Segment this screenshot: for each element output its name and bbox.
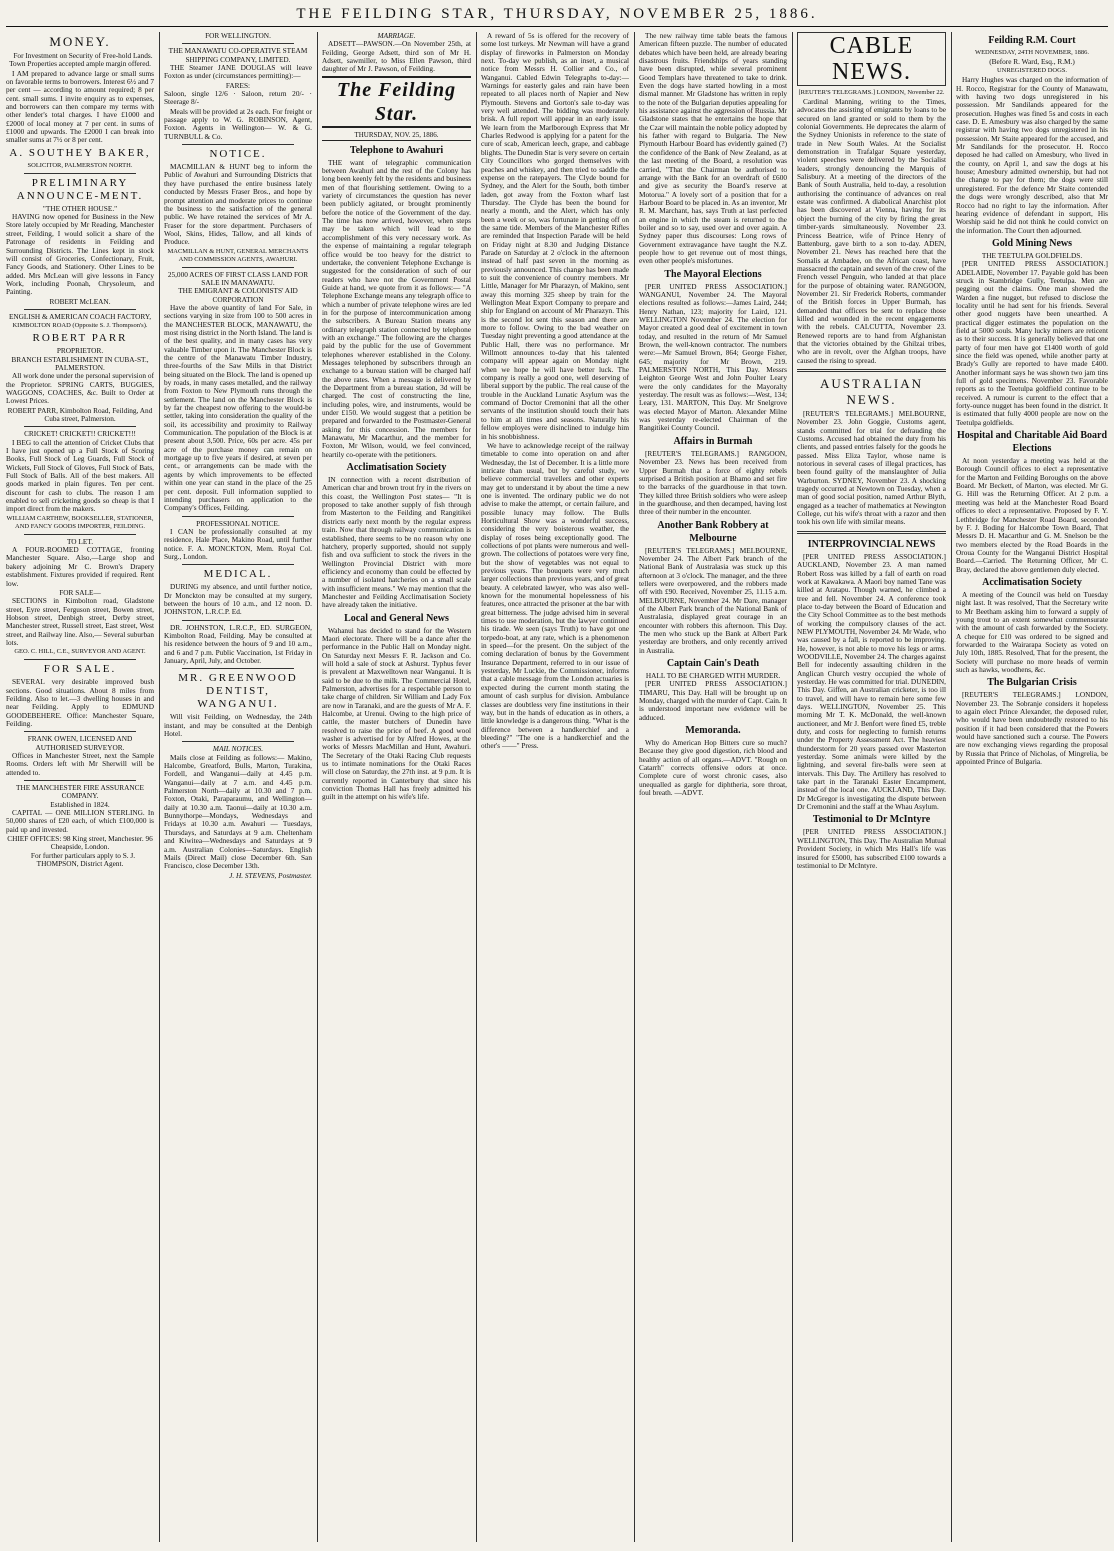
marriage-title: MARRIAGE. — [377, 32, 416, 40]
tolet-text: A FOUR-ROOMED COTTAGE, fronting Manchester Square. Also,—Large shop and bakery adjoining Mr C. Brown's Drapery establishment. Fixtures provided if required. Rent low. — [6, 545, 154, 588]
fire-offices: CHIEF OFFICES: 98 King street, Manchester. 96 Cheapside, London. — [7, 834, 153, 852]
macmillan-signature: MACMILLAN & HUNT, GENERAL MERCHANTS AND COMMISSION AGENTS, AWAHURI. — [167, 247, 309, 263]
nameplate: The Feilding Star. — [322, 76, 471, 128]
interprovincial-title: INTERPROVINCIAL NEWS — [807, 538, 936, 550]
cricket-title: CRICKET! CRICKET!! CRICKET!!! — [24, 429, 136, 439]
prelim-title: PRELIMINARY ANNOUNCE-MENT. — [16, 176, 144, 202]
cable-news-title: CABLE NEWS. — [797, 32, 946, 86]
column-7 — [956, 32, 1108, 1542]
local-news-title: Local and General News — [344, 612, 449, 624]
memoranda-text: Why do American Hop Bitters cure so much? Because they give good digestion, rich blood and healthy action of all organs.—ADVT. "Rough on Catarrh" corrects offensive odors at once. Complete cure of worst chronic cases, also unequalled as gargle for diphtheria, sore throat, foul breath. —ADVT. — [639, 738, 787, 798]
bulgarian-text: [REUTER'S TELEGRAMS.] LONDON, November 23. The Sobranje considers it hopeless to again elect Prince Alexander, the deposed ruler, who would have been undoubtedly restored to his position if it had been considered that the Powers would have sanctioned such a course. The Powers are now exchanging views regarding the proposal by Russia that Prince of Nicholas, of Mingrelia, be appointed Prince of Bulgaria. — [956, 690, 1108, 767]
burmah-title: Affairs in Burmah — [673, 435, 753, 447]
meals-text: Meals will be provided at 2s each. For freight or passage apply to W. G. ROBINSON, Agent, Foxton. Agents in Wellington— W. & G. TURNBULL & Co. — [164, 106, 312, 141]
coach-address: KIMBOLTON ROAD (Opposite S. J. Thompson's). — [12, 322, 148, 330]
mayoral-title: The Mayoral Elections — [664, 268, 762, 280]
fire-text: CAPITAL — ONE MILLION STERLING. In 50,000 shares of £20 each, of which £100,000 is paid up and invested. — [6, 808, 154, 834]
cain-title: Captain Cain's Death — [666, 658, 760, 670]
johnston-text: DR. JOHNSTON, L.R.C.P., ED. SURGEON, Kimbolton Road, Feilding. May be consulted at his residence between the hours of 9 and 10 a.m., and 6 and 7 p.m. Public Vaccination, 1st Friday in January, April, July, and October. — [164, 622, 312, 665]
forsale2-text: SEVERAL very desirable improved bush sections. Good situations. About 8 miles from Feilding. Also to let.—3 dwelling houses in and near Feilding. Apply to EDMUND GOODEBEHERE. Office: Manchester Square, Feilding. — [6, 677, 154, 728]
prof-notice-title: PROFESSIONAL NOTICE. — [196, 518, 280, 528]
fares-list: Saloon, single 12/6 · Saloon, return 20/- · Steerage 8/- — [164, 89, 312, 107]
owen-text: Offices in Manchester Street, next the Sample Rooms. Orders left with Mr Sherwill will be attended to. — [6, 751, 154, 777]
burmah-text: [REUTER'S TELEGRAMS.] RANGOON, November 23. News has been received from Upper Burmah that a force of eighty rebels surprised a British position at Bhamo and set fire to the barracks of the guardhouse in that town. They killed three British soldiers who were asleep in the guardhouse, and then decamped, having lost three of their number in the encounter. — [639, 448, 787, 517]
cable-source: [REUTER'S TELEGRAMS.] LONDON, November 22. — [798, 89, 945, 96]
hospital-title: Hospital and Charitable Aid Board Elections — [956, 430, 1108, 455]
mail-text: Mails close at Feilding as follows:— Makino, Halcombe, Greatford, Bulls, Marton, Turakina, Fordell, and Wanganui—daily at 4.45 p.m. Wanganui—daily at 7 a.m. and 4.45 p.m. Palmerston North—daily at 10.30 and 7 p.m. Foxton, Otaki, Paraparaumu, and Wellington—daily at 10.30 a.m. Taonui—daily at 10.30 a.m. Bunnythorpe—Mondays, Wednesdays and Fridays at 10.30 a.m. Awahuri — Tuesdays, Thursdays, and Saturdays at 9 a.m. Cheltenham and Kiwitea—Wednesdays and Saturdays at 9 a.m. Australian Colonies—Saturdays. English Mails (Direct Mail) close December 6th. San Francisco, close December 13th. — [164, 752, 312, 871]
fire-established: Established in 1824. — [50, 799, 110, 809]
baker-title: SOLICITOR, PALMERSTON NORTH. — [27, 161, 133, 169]
column-rule — [476, 32, 477, 1542]
forsale1-title: FOR SALE— — [59, 587, 101, 597]
telephone-title: Telephone to Awahuri — [349, 144, 444, 156]
loan-text: I AM prepared to advance large or small sums on favorable terms to borrowers. Interest 6½ and 7 per cent — according to amount required; 8 per cent. small sums. I invite enquiry as to expenses, and borrowers can then compare my terms with other lender's total charges. I have £1000 and £2000 of local money at 7 per cent. in sums of £1000 and upwards. The £2000 I can break into smaller sums at 7½ or 8 per cent. — [6, 68, 154, 145]
acclimatisation-text: IN connection with a recent distribution of American char and brown trout fry in the rivers on this coast, the Wellington Post states— "It is proposed to take another supply of fish through from Masterton to the Feilding and Rangitikei districts early next month by the regular express train. Now that through railway communication is established, there seems to be no reason why one hatchery, properly supported, should not supply fish and ova sufficient to stock the rivers in the Wellington Provincial District with more efficiency and economy than could be effected by a number of isolated hatcheries on a small scale with insufficient means." We may mention that the Manchester and Feilding Acclimatisation Society have already taken the initiative. — [322, 475, 471, 610]
australian-news-text: [REUTER'S TELEGRAMS.] MELBOURNE, November 23. John Goggie, Customs agent, stands committed for trial for defrauding the Customs. Accused had obtained the duty from his clients, and passed entries falsely for the goods he passed. Miss Eliza Taylor, whose name is notorious in several cases of illegal practices, has been found guilty of the manslaughter of Julia Warburton. SYDNEY, November 23. A shocking tragedy occurred at Newtown on Tuesday, when a man of good social position, named Arthur Blyth, engaged as a teacher of mathematics at Newington College, cut his wife's throat with a razor and then took his own life with similar means. — [797, 409, 946, 527]
masthead: THE FEILDING STAR, THURSDAY, NOVEMBER 25, 1886. — [296, 6, 818, 22]
court-date: WEDNESDAY, 24TH NOVEMBER, 1886. — [974, 49, 1090, 56]
other-house: "THE OTHER HOUSE." — [42, 203, 118, 213]
forsale2-title: FOR SALE. — [43, 663, 117, 676]
column-rule — [951, 32, 952, 1542]
greenwood-text: Will visit Feilding, on Wednesday, the 24th instant, and may be consulted at the Denbigh Hotel. — [164, 712, 312, 739]
notice-title: NOTICE. — [209, 148, 267, 161]
news-text-1: A reward of 5s is offered for the recovery of some lost turkeys. Mr Newman will have a grand display of fireworks in Palmerston on Monday next. To-day we publish, as an inset, a musical notice from Messrs H. Collier and Co., of Wanganui. Cabled Edwin Telegraphs to-day:— Warnings for easterly gales and rain have been repeated to all places north of Napier and New Plymouth. Stevens and Gorton's sale to-day was very well attended. The bidding was moderately brisk. A full report will appear in an early issue. We learn from the Marlborough Express that Mr Charles Redwood is applying for a patent for the cure of scab, American leech, grape, and cabbage blights. The Dunedin Star is very severe on certain City Councillors who gorged themselves with peaches and whiskey, and then tried to saddle the expense on the ratepayers. The Clyde bound for Sydney, and the Alert for the South, both timber laden, got away from the Foxton wharf last Thursday. The Clyde has been the bound for nearly a month, and the Alert, which has only been a week or so, was fortunate in getting off on the same tide. Members of the Manchester Rifles are reminded that Inspection Parade will be held on Friday night at 8.30 and Judging Distance Parade on Saturday at 2 o'clock in the afternoon instead of half past seven in the morning as previously announced. This change has been made to suit the convenience of country members. Mr Little, Manager for Mr Pharazyn, of Makino, sent away this morning 325 sheep by train for the Wellington Meat Export Company to prepare and ship for England on account of Mr Pharazyn. This is the second lot sent this season and there are more to follow. Owing to the bad weather on Tuesday night preventing a good attendance at the Public Hall, there was no performance. Mr Willmott announces to-day that his talented company will appear again on Monday night when we hope he will have better luck. The company is really a good one, well deserving of liberal support by the public. The real cause of the trouble in the Auckland Lunatic Asylum was the command of Doctor Cremonini that all the other servants of the institution should touch their hats to him at all times and seasons. Naturally his fellow employes were disinclined to indulge him in his snobbishness. — [481, 32, 629, 441]
money-title: MONEY. — [49, 34, 111, 49]
wellington-title: FOR WELLINGTON. — [205, 32, 271, 40]
emigrant-title: THE EMIGRANT & COLONISTS' AID CORPORATION — [178, 286, 298, 304]
emigrant-text: Have the above quantity of land For Sale, in sections varying in size from 100 to 500 acres in the MANCHESTER BLOCK, MANAWATU, the most rising district in the North Island. The land is of the best quality, and in many cases has very valuable Timber upon it. The Manchester Block is the centre of the Manawatu Timber Industry, three-fourths of the Saw Mills in that District being situated on the Block. The land is opened up by roads, in many cases metalled, and the railway from Foxton to New Plymouth runs through the settlement. The land on the Manchester Block is by far the cheapest now offering to the would-be settler, taking into consideration the quality of the soil, its accessibility and proximity to Railway Communication. The population of the Block is at present about 3,500. Price, 60s per acre. 45s per acre of the purchase money can remain on mortgage up to five years if desired, at seven per cent., or arrangements can be made with the agents by which improvements to be effected within one year can stand in the place of the 25 per cent. deposit. Full information supplied to intending purchasers on application to the Company's Offices, Feilding. — [164, 302, 312, 513]
cricket-text: I BEG to call the attention of Cricket Clubs that I have just opened up a Full Stock of Scoring Books, Full Stock of Leg Guards, Full Stock of Wickets, Full Stock of Gloves, Full Stock of Bats, Full Stock of Balls. All of the best makers. All goods marked in plain figures. Ten per cent. discount for cash to clubs. The reason I am enabled to sell cricketing goods so cheap is that I import direct from the makers. — [6, 437, 154, 514]
carthew-signature: WILLIAM CARTHEW, BOOKSELLER, STATIONER, AND FANCY GOODS IMPORTER, FEILDING. — [6, 514, 154, 530]
australian-news-title: AUSTRALIAN NEWS. — [819, 376, 924, 407]
manawatu-title: THE MANAWATU CO-OPERATIVE STEAM SHIPPING COMPANY, LIMITED. — [168, 46, 308, 64]
interprovincial-text: [PER UNITED PRESS ASSOCIATION.] AUCKLAND, November 23. A man named Robert Ross was killed by a fall of earth on road work at Kawakawa. A Maori boy named Tane was killed at Aratapu. Though warned, he climbed a tree and fell. November 24. A conference took place to-day between the Board of Education and the City School Committee as to the best methods of working the compulsory clauses of the act. NEW PLYMOUTH, November 24. Mr Wade, who was caused by a fall, is reported to be improving. He, however, is not able to move his legs or arms. WOODVILLE, November 24. The charges against Bell for indecently assaulting children in the Anglican Church vestry occupied the whole of yesterday. He was committed for trial. DUNEDIN, This Day. Giffen, an Australian cricketer, is too ill to travel, and will have to remain here some few days. WELLINGTON, November 25. This morning Mr T. K. McDonald, the well-known auctioneer, and Mr J. Benfort were fined £5, treble duty, and costs for neglecting to furnish returns under the Property Assessment Act. The heaviest thunderstorm for 20 years passed over Masterton yesterday. Some animals were killed by the lightning, and several fire-balls were seen at intervals. This Day. The Artillery has resolved to take part in the Taranaki Easter Encampment, instead of the local one. AUCKLAND, This Day. Dr McGregor is investigating the dispute between Dr Cremonini and the staff at the Whau Asylum. — [797, 551, 946, 812]
parr-text: All work done under the personal supervision of the Proprietor. SPRING CARTS, BUGGIES, WAGGONS, COACHES, &c. Built to Order at Lowest Prices. — [6, 371, 154, 406]
column-6 — [797, 32, 946, 1542]
column-3 — [322, 32, 471, 1542]
acclimatisation-2-text: A meeting of the Council was held on Tuesday night last. It was resolved, That the Secretary write to Mr Beetham asking him to forward a supply of young trout to an extent somewhat commensurate with the amount of cash forwarded by the Society. A cheque for £10 was ordered to be signed and forwarded to the Wairarapa Society as voted on July 10th, 1885. Resolved, That for the present, the Society will purchase no more heads of vermin such as hawks, woodhens, &c. — [956, 589, 1108, 674]
monckton-text: I CAN be professionally consulted at my residence, Hale Place, Makino Road, until further notice. F. A. MONCKTON, Mem. Royal Col. Surg., London. — [164, 526, 312, 561]
testimonial-text: [PER UNITED PRESS ASSOCIATION.] WELLINGTON, This Day. The Australian Mutual Provident Society, in which Mrs Hall's life was insured for £5000, has subscribed £100 towards a testimonial to Dr McIntyre. — [797, 827, 946, 870]
other-house-text: HAVING now opened for Business in the New Store lately occupied by Mr Reading, Manchester street, Feilding, I would solicit a share of the Patronage of residents in Feilding and Surrounding Districts. The Lines kept in stock will consist of Groceries, Confectionary, Fruit, Fancy Goods, and Stationery. Other Lines to be added. Mrs McLean will give lessons in Fancy Work, including Poonah, Chrysoleum, and Painting. — [6, 212, 154, 297]
bulgarian-title: The Bulgarian Crisis — [987, 677, 1077, 689]
stevens-signature: J. H. STEVENS, Postmaster. — [229, 870, 312, 880]
telephone-text: THE want of telegraphic communication between Awahuri and the rest of the Colony has long been keenly felt by the residents and business men of that flourishing settlement. Owing to a variety of circumstances the question has never been publicly agitated, or brought prominently before the notice of the Government of the day. The time has now arrived, however, when steps may be taken which will lead to the accomplishment of this very necessary work. As the expense of maintaining a regular telegraph office would be too heavy for the district to undertake, the convenient Telephone Exchange is suggested for the consideration of such of our readers who have not the Government Postal Guide at hand, we quote from it as follows:— "A Telephone Exchange means any telegraph office to which a number of private telephone wires are led in for the purpose of intercommunication among the subscribers. A Bureau Station means any ordinary telegraph station connected by telephone with an exchange." The following are the charges paid by the public for the use of Government telephones wherever established in the Colony. Messages telephoned by subscribers through an exchange to a bureau station will be charged half the above rates. When a message is delivered by the Department from a bureau station, 3d will be charged. The cost of constructing the line, including poles, wire, and instruments, would be under £150. We would suggest that a petition be prepared and forwarded to the Postmaster-General asking for this concession. The members for Manawatu, Mr Macarthur, and the member for Foxton, Mr Wilson, would, we feel convinced, heartily co-operate with the petitioners. — [322, 157, 471, 459]
marriage-text: ADSETT—PAWSON.—On November 25th, at Feilding, George Adsett, third son of Mr H. Adsett, sawmiller, to Miss Ellen Pawson, third daughter of Mr J. Pawson, of Feilding. — [322, 39, 471, 74]
hill-signature: GEO. C. HILL, C.E., SURVEYOR AND AGENT. — [14, 648, 146, 656]
court-title: Feilding R.M. Court — [988, 35, 1076, 46]
column-5 — [639, 32, 787, 1542]
masthead-rule — [6, 26, 1108, 27]
fire-agent: For further particulars apply to S. J. THOMPSON, District Agent. — [30, 850, 136, 869]
notice-text: MACMILLAN & HUNT beg to inform the Public of Awahuri and Surrounding Districts that they have purchased the entire business lately conducted by Messrs Fraser Bros., and hope by prompt attention and moderate prices to continue the business to the satisfaction of the general public. We have retained the services of Mr A. Fraser for the store department. Purchasers of Wool, Skins, Hides, Tallow, and all kinds of Produce. — [164, 162, 312, 247]
coach-title: ENGLISH & AMERICAN COACH FACTORY, — [8, 311, 152, 321]
money-text: For Investment on Security of Free-hold Lands. Town Properties accepted ample margin offered. — [9, 51, 153, 69]
court-before: (Before R. Ward, Esq., R.M.) — [989, 57, 1075, 66]
parr-branch: BRANCH ESTABLISHMENT IN CUBA-ST., PALMERSTON. — [11, 354, 149, 372]
medical-text: DURING my absence, and until further notice, Dr Monckton may be consulted at my surgery, between the hours of 10 a.m., and 12 noon. D. JOHNSTON, L.R.C.P. Ed. — [164, 582, 312, 617]
cain-text: [PER UNITED PRESS ASSOCIATION.] TIMARU, This Day. Hall will be brought up on Monday, charged with the murder of Capt. Cain. It is understood important new evidence will be adduced. — [639, 679, 787, 722]
column-4 — [481, 32, 629, 1542]
parr-signature: ROBERT PARR, Kimbolton Road, Feilding, And Cuba street, Palmerston. — [7, 405, 153, 423]
acclimatisation-2-title: Acclimatisation Society — [982, 576, 1082, 588]
column-1 — [6, 32, 154, 1542]
column-rule — [317, 32, 318, 1542]
column-rule — [792, 32, 793, 1542]
medical-title: MEDICAL. — [203, 568, 273, 581]
mayoral-text: [PER UNITED PRESS ASSOCIATION.] WANGANUI, November 24. The Mayoral elections resulted as follows:—James Laird, 244; Henry Nathan, 123; majority for Laird, 121. WELLINGTON November 24. The election for Mayor created a good deal of excitement in town today, and resulted in the return of Mr Samuel Brown, the well-known contractor. The numbers were:—Mr Samuel Brown, 864; George Fisher, 645; majority for Mr Brown, 219. PALMERSTON NORTH, This Day. Messrs Leighton George West and John Poulter Leary were the only candidates for the Mayoralty yesterday. The result was as follows:—West, 134; Leary, 131. MARTON, This Day. Mr Snelgrove was elected Mayor of Marton. Alexander Milne was yesterday re-elected Chairman of the Rangitikei County Council. — [639, 281, 787, 433]
column-2 — [164, 32, 312, 1542]
parr-name: ROBERT PARR — [32, 332, 128, 345]
bank-robbery-title: Another Bank Robbery at Melbourne — [657, 519, 769, 544]
tolet-title: TO LET. — [66, 536, 94, 546]
issue-date: THURSDAY, NOV. 25, 1886. — [322, 130, 471, 141]
column-rule — [634, 32, 635, 1542]
bank-robbery-text: [REUTER'S TELEGRAMS.] MELBOURNE, November 24. The Albert Park branch of the National Bank of Australasia was stuck up this afternoon at 3 o'clock. The manager, and the three tellers were overpowered, and the robbers made off with £90. Received, November 25, 11.15 a.m. MELBOURNE, November 24. Mr Dare, manager of the Albert Park branch of the National Bank of Australasia, displayed great courage in an encounter with robbers this afternoon. This Day. The men who stuck up the Bank at Albert Park yesterday are brothers, and only recently arrived in Australia. — [639, 545, 787, 655]
court-text: Harry Hughes was charged on the information of H. Rocco, Registrar for the County of Manawatu, with having two dogs unregistered in his possession. Mr Sandilands appeared for the prosecution. Hughes was fined 5s and costs in each case. D. E. Amesbury was also charged by the same registrar with having two dogs unregistered in his possession. Mr Staite appeared for the accused, and Mr Sandilands for the prosecutor. H. Rocco deposed he had called on Amesbury, who lived in the county, on April 1, and saw the dogs at his house; Amesbury admitted ownership, but had not the change to pay for them; the dogs were still unregistered. For the defence Mr Staite contended the dogs were wrongly described, also that Mr Rocco had no right to lay the information. After hearing evidence of defendant in support, His Worship said he did not think he could convict on the information. The Court then adjourned. — [956, 75, 1108, 235]
parr-role: PROPRIETOR. — [56, 346, 104, 356]
owen-title: FRANK OWEN, LICENSED AND AUTHORISED SURVEYOR. — [27, 734, 133, 752]
testimonial-title: Testimonial to Dr McIntyre — [812, 814, 931, 826]
court-subtitle: UNREGISTERED DOGS. — [996, 67, 1068, 75]
cable-text: Cardinal Manning, writing to the Times, advocates the assisting of emigrants by loans to be secured on land granted or sold to them by the colonial Governments. He deprecates the alarm of the Sydney Unionists in reference to the state of trade in New South Wales. At the Socialist demonstration in Trafalgar Square yesterday, violent speeches were delivered by the Socialist leaders, strongly denouncing the Marquis of Salisbury. At a meeting of the directors of the Bank of South Australia, held to-day, a resolution authorising the continuance of advances on real estate was confirmed. A diabolical Anarchist plot has been discovered at Vienna, having for its object the burning of the city by firing the great timber-yards simultaneously. November 23. Princess Beatrice, wife of Prince Henry of Battenburg, gave birth to a son to-day. ADEN, November 21. News has reached here that the Somalis at Ambadee, on the African coast, have massacred the captain and seven of the crew of the French vessel Penguin, who landed at that place for the purpose of obtaining water. RANGOON, November 21. Sir Frederick Roberts, commander of the British forces in Upper Burmah, has demanded that officers be sent to replace those killed and wounded in the recent engagements with the rebels. CALCUTTA, November 23. Renewed reports are to hand from Afghanistan that the victories obtained by the Ghilzai tribes, who are in revolt, over the Afghan troops, have caused the rising to spread. — [797, 97, 946, 365]
mclean-signature: ROBERT McLEAN. — [49, 296, 111, 306]
fire-title: THE MANCHESTER FIRE ASSURANCE COMPANY. — [16, 783, 144, 801]
news-text-3: The new railway time table beats the famous American fifteen puzzle. The number of educated debates which have been held, are already bearing disastrous fruits. Friendships of years standing have been disrupted, while several prominent Good Templars have threatened to take to drink. Even the dogs have started howling in a most dismal manner. Mr Gladstone has written in reply to the note of the Bulgarian deputies appealing for his assistance against the aggression of Russia. Mr Gladstone states that he entertains the hope that the Czar will maintain the noble policy adopted by his father with regard to Bulgaria. The New Plymouth Harbour Board has evidently gained (?) the confidence of the Bank of New Zealand, as at the last meeting of the Board, a resolution was carried, "That the Chairman be authorised to arrange with the Bank for an overdraft of £600 and give as security the Board's reserve at Motorua." A lovely sort of a position that for a Harbour Board to be placed in. As an inventor, Mr R. M. Marchant, has, says Truth at last perfected an engine in which the steam is returned to the boiler and so to say, used over and over again. A Sydney paper thus discourses: Long rows of Government extravagance have taught the N.Z. people how to get revenue out of most things, even other people's misfortunes. — [639, 32, 787, 266]
greenwood-title: MR. GREENWOOD DENTIST, WANGANUI. — [178, 672, 298, 711]
hospital-text: At noon yesterday a meeting was held at the Borough Council offices to elect a representative for the Marton and Feilding Boroughs on the above Board. Mr Beckett, of Marton, was elected. Mr G. G. Hill was the Returning Officer. At 2 p.m. a meeting was held at the Manchester Road Board offices to elect a representative. Proposed by F. Y. Lethbridge for Manchester Road Board, seconded by F. J. Boding for Halcombe Town Board, That Messrs D. H. Macarthur and G. M. Snelson be the two members elected by the Road Boards in the Oroua County for the Wanganui District Hospital Board.—Carried. The Returning Officer, Mr C. Bray, declared the above gentlemen duly elected. — [956, 456, 1108, 574]
column-rule — [159, 32, 160, 1542]
baker-name: A. SOUTHEY BAKER, — [9, 146, 151, 159]
acres-title: 25,000 ACRES OF FIRST CLASS LAND FOR SALE IN MANAWATU. — [167, 269, 309, 287]
gold-mining-text: [PER UNITED PRESS ASSOCIATION.] ADELAIDE, November 17. Payable gold has been struck in Stambridge Gully, Teetulpa. Men are pegging out the claims. One man showed the Warden a fine nugget, but refused to disclose the locality until he had sent for his friends. Several other good nuggets have been unearthed. A practical digger estimates the population on the field at 5000 souls. Many lucky miners are reticent as to their success. It is generally believed that one party of four men have got £1400 worth of gold since the field was opened, while another party at Brady's Gully are reported to have made £400. Another informant says he was shown two jam tins full of gold specimens. November 23. Favorable reports as to the Teetulpa goldfield continue to be received. A rumour is current to the effect that a forty-ounce nugget has been found in the district. It is estimated that fully 4000 people are now on the Teetulpa goldfields. — [956, 259, 1108, 427]
news-text-2: We have to acknowledge receipt of the railway timetable to come into operation on and after Wednesday, the 1st of December. It is a little more intricate than usual, but by careful study, we believe commercial travellers and other experts may get to understand it by about the time a new one is invented. The ordinary public we do not advise to make the attempt, or certain failure, and possible lunacy may follow. The Bulls Horticultural Show was a wonderful success, considering the very boisterous weather, the display of roses being exceptionally good. The collections of pot plants were numerous and well-grown. The collections of potatoes were very fine, but the show of vegetables was not equal to previous years. The bouquets were very much larger collections than previous years, and of great beauty. A celebrated lawyer, who was also well-known for the monumental hopelessness of his features, once attracted the prisoner at the bar with great bitterness. The judge advised him in several times to use moderation, but the lawyer continued his tirade. We seen (says Truth) to have got one torpedo-boat, at any rate, which is a phenomenon in speed—for the present. On the subject of the coming declaration of bonus by the Government Insurance Department, referred to in our issue of yesterday, Mr Luckie, the Commissioner, informs that a cable message from the London actuaries is expected during the current month stating the amount of cash surplus for division. Ambulance classes are doubtless very fine institutions in their way, but in the hands of education as in others, a little knowledge is a dangerous thing. "What is the difference between a handkerchief and a bleeding?" "The one is a handkerchief and the other's ——" Press. — [481, 440, 629, 751]
cain-subtitle: HALL TO BE CHARGED WITH MURDER. — [645, 671, 781, 681]
teetulpa-title: THE TEETULPA GOLDFIELDS. — [981, 250, 1083, 260]
gold-mining-title: Gold Mining News — [991, 237, 1072, 249]
local-news-text: Wahanui has decided to stand for the Western Maori electorate. There will be a dance after the performance in the Public Hall on Monday night. On Saturday next Messrs F. R. Jackson and Co. will hold a sale of stock at Ashurst. Typhus fever is prevalent at Maxwelltown near Wanganui. It is said to be due to the milk. The Commercial Hotel, Palmerston, advertises for a respectable person to take charge of children. Sir William and Lady Fox are now in Taranaki, and are the guests of Mr A. F. Halcombe, at Urenui. Owing to the high price of cattle, the master butchers of Dunedin have resolved to raise the price of beef. A good wool washer is advertised for by Alfred Howes, at the works of Messrs MacMillan and Hunt, Awahuri. The Secretary of the Otaki Racing Club requests us to intimate nominations for the Otaki Races will close on Saturday, the 27th inst. at 9 p.m. It is currently reported in Canterbury that since his conviction Thomas Hall has freely admitted his guilt in the attempt on his wife's life. — [322, 625, 471, 802]
fares-title: FARES: — [225, 80, 251, 90]
steamer-text: THE Steamer JANE DOUGLAS will leave Foxton as under (circumstances permitting):— — [164, 63, 312, 81]
memoranda-title: Memoranda. — [685, 725, 741, 737]
acclimatisation-title: Acclimatisation Society — [346, 462, 447, 474]
forsale1-text: SECTIONS in Kimbolton road, Gladstone street, Eyre street, Ferguson street, Bowen street, Hobson street, Denbigh street, Derby street, Manchester street, Russell street, East street, West street, and Railway line. Also,— Several suburban lots. — [6, 596, 154, 647]
mail-title: MAIL NOTICES. — [212, 744, 264, 754]
